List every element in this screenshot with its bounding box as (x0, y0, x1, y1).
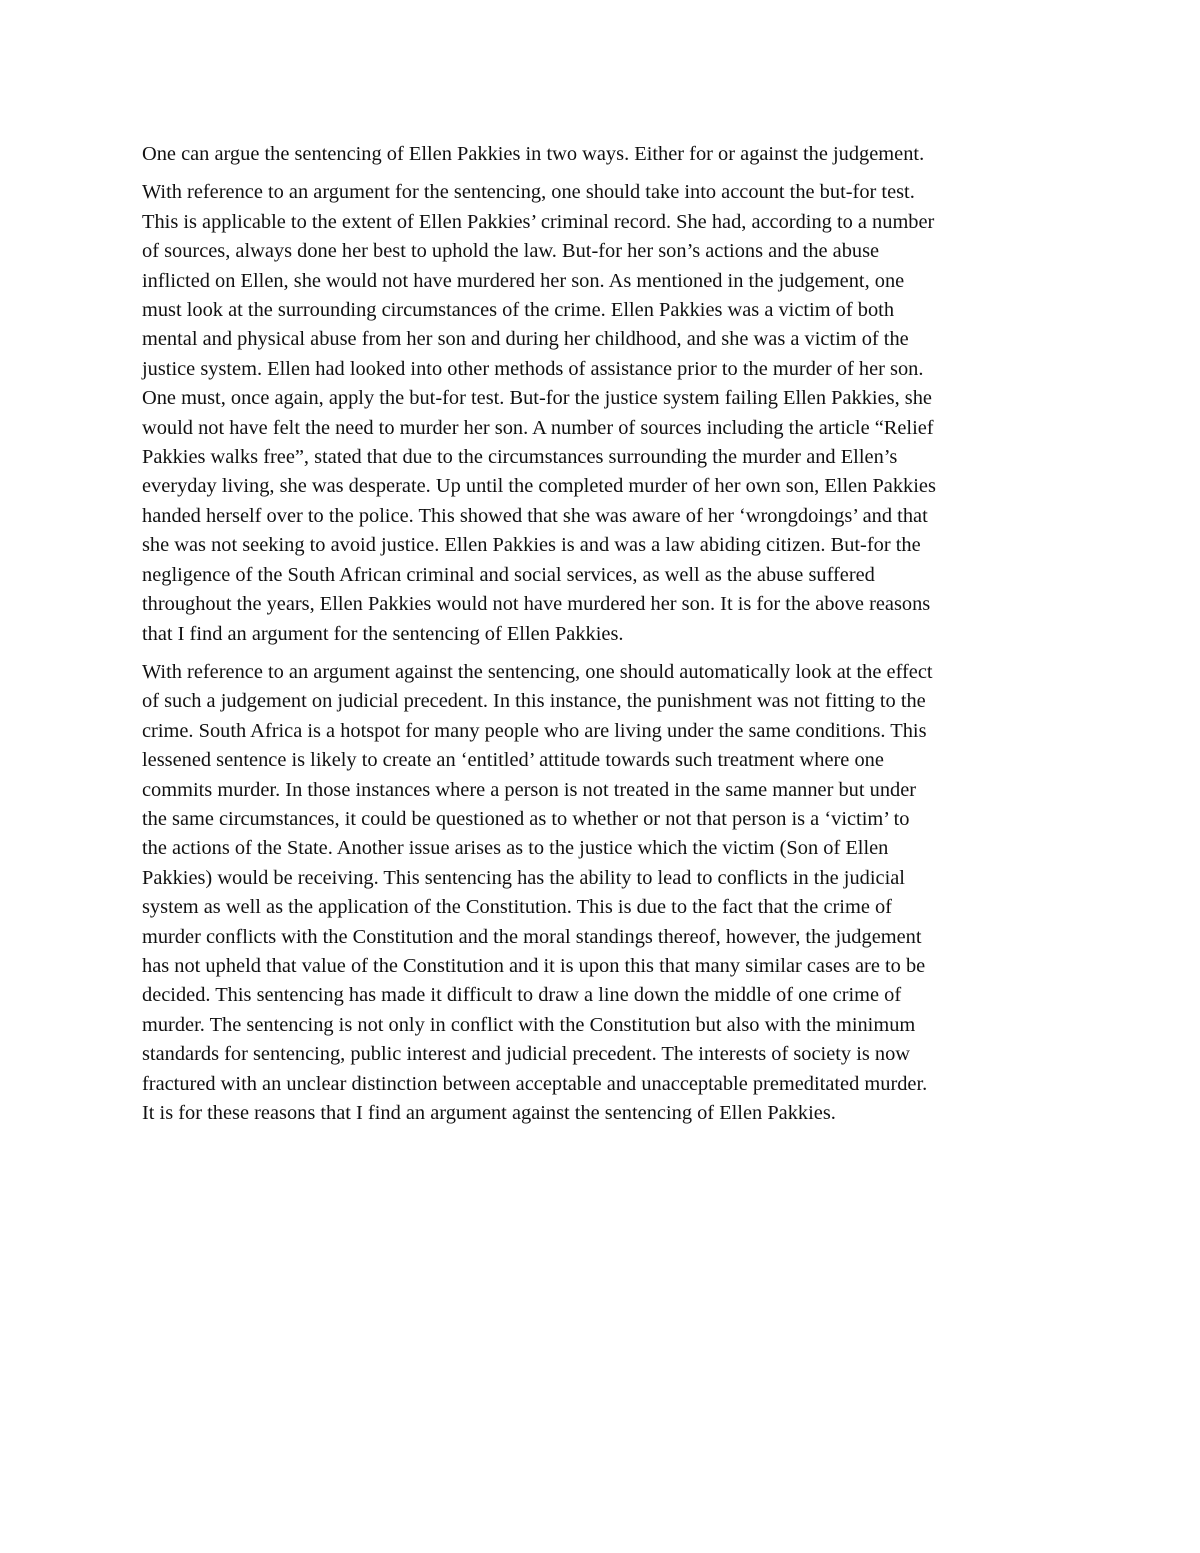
paragraph-line: crime. South Africa is a hotspot for many people who are living under the same conditions. This (142, 719, 927, 742)
intro-paragraph (142, 140, 1060, 169)
paragraph-line: inflicted on Ellen, she would not have murdered her son. As mentioned in the judgement, one (142, 269, 905, 292)
paragraph-line: mental and physical abuse from her son and during her childhood, and she was a victim of the (142, 328, 909, 351)
paragraph-line: must look at the surrounding circumstances of the crime. Ellen Pakkies was a victim of both (142, 299, 895, 322)
paragraph-line: would not have felt the need to murder her son. A number of sources including the article “Relief (142, 416, 934, 439)
paragraph-line: fractured with an unclear distinction between acceptable and unacceptable premeditated murder. (142, 1072, 928, 1095)
paragraph-line: It is for these reasons that I find an argument against the sentencing of Ellen Pakkies. (142, 1102, 836, 1124)
paragraph-line: of sources, always done her best to uphold the law. But-for her son’s actions and the abuse (142, 240, 880, 263)
paragraph-line: handed herself over to the police. This showed that she was aware of her ‘wrongdoings’ and that (142, 504, 928, 527)
paragraph-line: the actions of the State. Another issue arises as to the justice which the victim (Son of Ellen (142, 837, 889, 860)
paragraph-line: decided. This sentencing has made it difficult to draw a line down the middle of one crime of (142, 984, 902, 1007)
paragraph-line: throughout the years, Ellen Pakkies would not have murdered her son. It is for the above reasons (142, 593, 931, 616)
paragraph-line: lessened sentence is likely to create an ‘entitled’ attitude towards such treatment where one (142, 749, 884, 772)
paragraph-line: negligence of the South African criminal and social services, as well as the abuse suffered (142, 563, 875, 586)
paragraph-line: murder. The sentencing is not only in conflict with the Constitution but also with the minimum (142, 1013, 916, 1036)
paragraph-line: Pakkies walks free”, stated that due to the circumstances surrounding the murder and Ellen’s (142, 446, 898, 469)
paragraph-line: standards for sentencing, public interest and judicial precedent. The interests of society is now (142, 1043, 911, 1066)
paragraph-line: has not upheld that value of the Constitution and it is upon this that many similar cases are to be (142, 954, 926, 977)
paragraph-line: the same circumstances, it could be questioned as to whether or not that person is a ‘victim’ to (142, 807, 910, 830)
paragraph-line: With reference to an argument against the sentencing, one should automatically look at the effect (142, 660, 933, 683)
paragraph-line: she was not seeking to avoid justice. Ellen Pakkies is and was a law abiding citizen. But-for the (142, 534, 921, 557)
paragraph-line: Pakkies) would be receiving. This sentencing has the ability to lead to conflicts in the judicial (142, 866, 905, 889)
paragraph-line: With reference to an argument for the sentencing, one should take into account the but-for test. (142, 181, 915, 204)
document-page (142, 140, 1060, 1137)
paragraph-line: justice system. Ellen had looked into other methods of assistance prior to the murder of her son. (142, 357, 924, 380)
paragraph-line: One can argue the sentencing of Ellen Pakkies in two ways. Either for or against the judgement. (142, 143, 925, 165)
paragraph-line: murder conflicts with the Constitution and the moral standings thereof, however, the judgement (142, 925, 922, 948)
paragraph-line: This is applicable to the extent of Ellen Pakkies’ criminal record. She had, according to a number (142, 210, 935, 233)
paragraph-line: One must, once again, apply the but-for test. But-for the justice system failing Ellen Pakkies, she (142, 387, 932, 410)
paragraph-line: of such a judgement on judicial precedent. In this instance, the punishment was not fitting to the (142, 690, 926, 713)
paragraph-line: commits murder. In those instances where a person is not treated in the same manner but under (142, 778, 917, 801)
paragraph-line: that I find an argument for the sentencing of Ellen Pakkies. (142, 622, 624, 645)
paragraph-line: system as well as the application of the Constitution. This is due to the fact that the crime of (142, 896, 892, 919)
argument-for-paragraph (142, 178, 1060, 649)
argument-against-paragraph (142, 658, 1060, 1129)
paragraph-line: everyday living, she was desperate. Up until the completed murder of her own son, Ellen Pakkies (142, 475, 936, 498)
